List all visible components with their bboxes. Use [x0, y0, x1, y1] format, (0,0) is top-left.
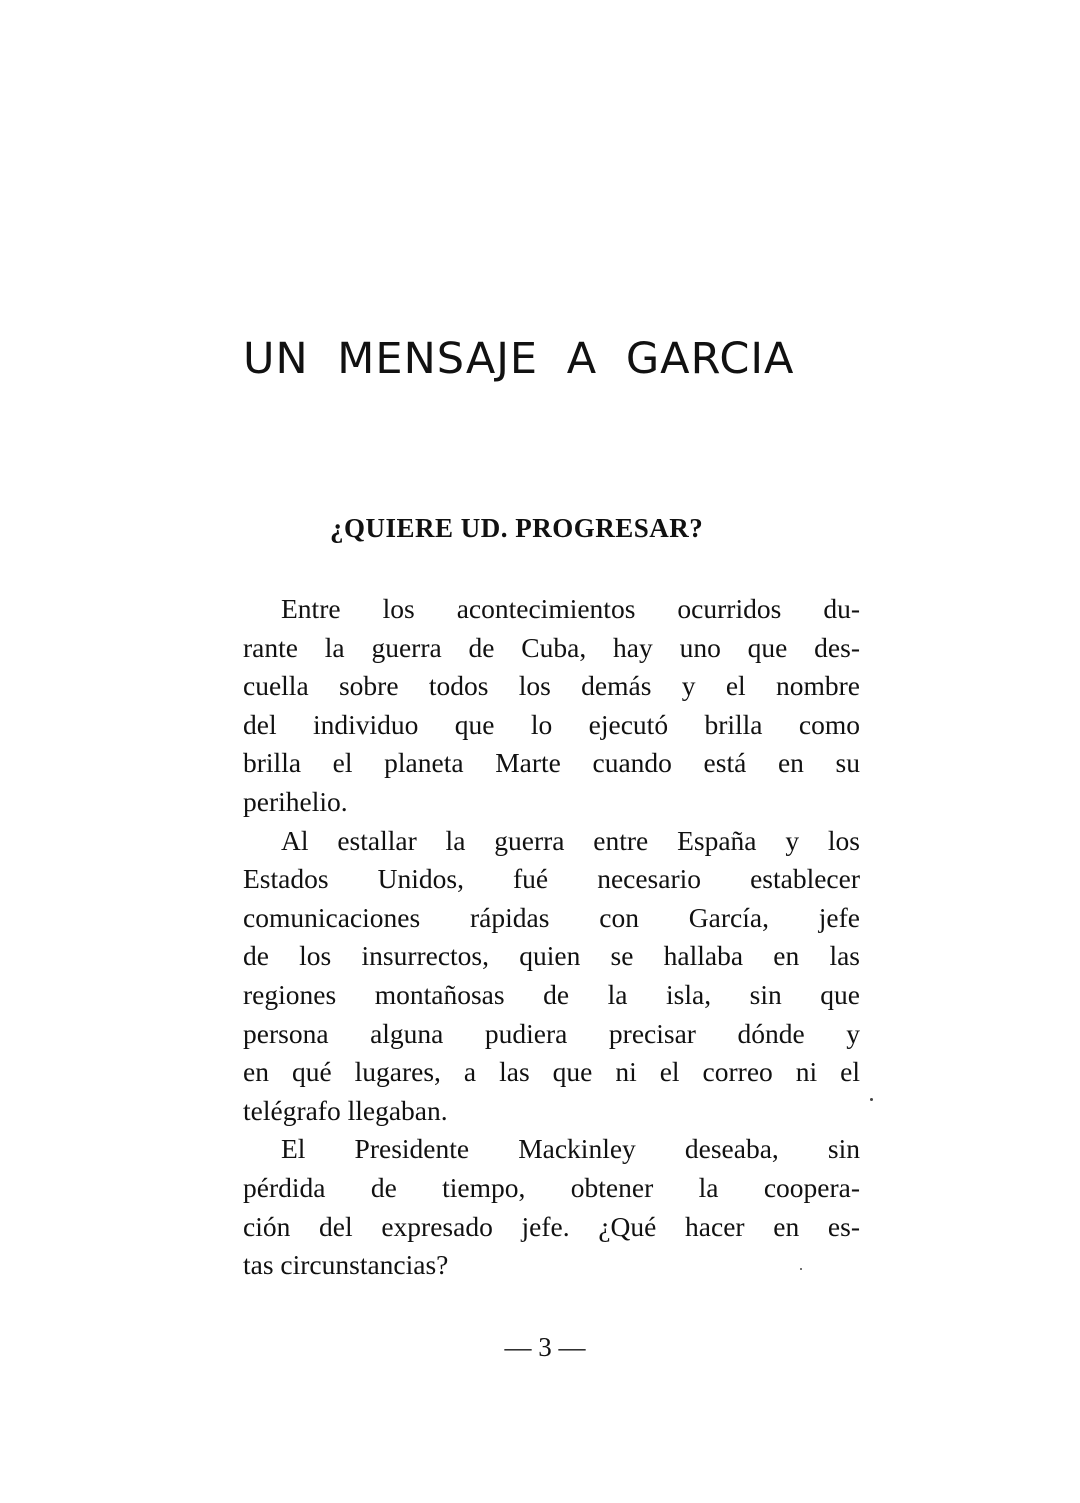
- text-line: El Presidente Mackinley deseaba, sin: [281, 1133, 860, 1165]
- scan-speck: [800, 1268, 802, 1270]
- section-heading: ¿QUIERE UD. PROGRESAR?: [330, 513, 704, 543]
- text-line: Estados Unidos, fué necesario establecer: [243, 863, 860, 895]
- page-number: — 3 —: [504, 1332, 586, 1362]
- text-line: del individuo que lo ejecutó brilla como: [243, 708, 860, 740]
- text-line: pérdida de tiempo, obtener la coopera-: [243, 1171, 860, 1203]
- text-line: de los insurrectos, quien se hallaba en las: [243, 940, 860, 972]
- text-line: Entre los acontecimientos ocurridos du-: [281, 593, 860, 624]
- text-line: brilla el planeta Marte cuando está en su: [243, 747, 860, 779]
- text-line: regiones montañosas de la isla, sin que: [243, 978, 860, 1010]
- text-line: tas circunstancias?: [243, 1249, 449, 1281]
- text-line: perihelio.: [243, 785, 348, 817]
- text-line: ción del expresado jefe. ¿Qué hacer en es-: [243, 1210, 860, 1242]
- text-line: telégrafo llegaban.: [243, 1094, 448, 1126]
- text-line: comunicaciones rápidas con García, jefe: [243, 901, 860, 933]
- scan-speck: [870, 1098, 873, 1101]
- text-line: en qué lugares, a las que ni el correo ni el: [243, 1056, 860, 1088]
- text-line: persona alguna pudiera precisar dónde y: [243, 1017, 860, 1049]
- text-line: cuella sobre todos los demás y el nombre: [243, 670, 860, 702]
- body-text: [243, 590, 860, 1285]
- chapter-title: UN MENSAJE A GARCIA: [243, 334, 795, 384]
- text-line: Al estallar la guerra entre España y los: [281, 824, 860, 856]
- text-line: rante la guerra de Cuba, hay uno que des-: [243, 631, 860, 663]
